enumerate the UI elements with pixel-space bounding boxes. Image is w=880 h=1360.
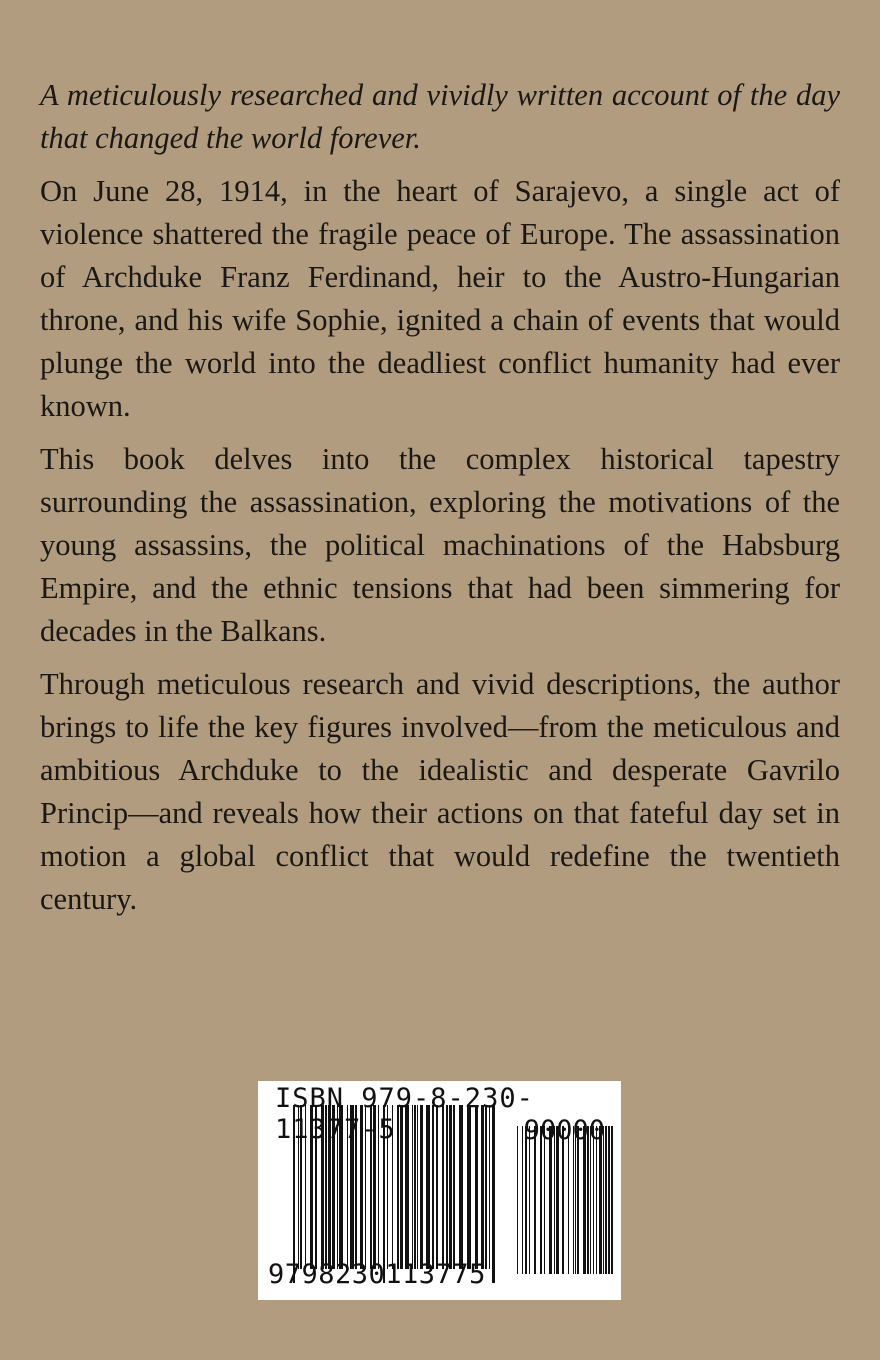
barcode-bar <box>599 1126 602 1274</box>
barcode-bar <box>540 1126 542 1274</box>
barcode-bar <box>562 1126 564 1274</box>
price-code: 90000 <box>523 1115 605 1146</box>
barcode-bar <box>522 1126 523 1274</box>
back-cover-blurb <box>40 74 840 931</box>
barcode-bar <box>605 1126 607 1274</box>
barcode-bar <box>593 1126 594 1274</box>
barcode-bar <box>583 1126 586 1274</box>
barcode-bar <box>549 1126 552 1274</box>
barcode-bar <box>590 1126 591 1274</box>
isbn-label: ISBN 979-8-230-11377-5 <box>275 1083 534 1145</box>
paragraph-figures: Through meticulous research and vivid descriptions, the author brings to life the key figures involved—from the meticulous and ambitious Archduke to the idealistic and desperate Gavrilo Princip—and reveals how their actions on that fateful day set in motion a global conflict that would redefine the twentieth century. <box>40 667 840 916</box>
tagline: A meticulously researched and vividly written account of the day that changed the world forever. <box>40 78 840 155</box>
barcode-bar <box>611 1126 613 1274</box>
barcode-bar <box>596 1126 597 1274</box>
barcode-bar <box>534 1126 536 1274</box>
barcode-bar <box>575 1126 576 1274</box>
barcode-bar <box>556 1126 559 1274</box>
barcode-bar <box>577 1126 579 1274</box>
barcode-bar <box>529 1126 530 1274</box>
barcode-bar <box>608 1126 610 1274</box>
barcode-bar <box>525 1126 527 1274</box>
barcode-bar <box>568 1126 569 1274</box>
barcode-bar <box>573 1126 574 1274</box>
barcode-bar <box>603 1126 604 1274</box>
barcode-bar <box>517 1126 518 1274</box>
barcode-bar <box>554 1126 555 1274</box>
paragraph-overview: This book delves into the complex historical tapestry surrounding the assassination, exploring the motivations of the young assassins, the political machinations of the Habsburg Empire, and the ethnic tensions that had been simmering for decades in the Balkans. <box>40 442 840 648</box>
barcode-bar <box>544 1126 545 1274</box>
paragraph-intro: On June 28, 1914, in the heart of Sarajevo, a single act of violence shattered the fragile peace of Europe. The assassination of Archduke Franz Ferdinand, heir to the Austro-Hungarian throne, and his wife Sophie, ignited a chain of events that would plunge the world into the deadliest conflict humanity had ever known. <box>40 174 840 423</box>
barcode-bar <box>587 1126 589 1274</box>
ean-digits: 9798230113775 <box>268 1259 486 1290</box>
isbn-barcode <box>258 1081 621 1300</box>
